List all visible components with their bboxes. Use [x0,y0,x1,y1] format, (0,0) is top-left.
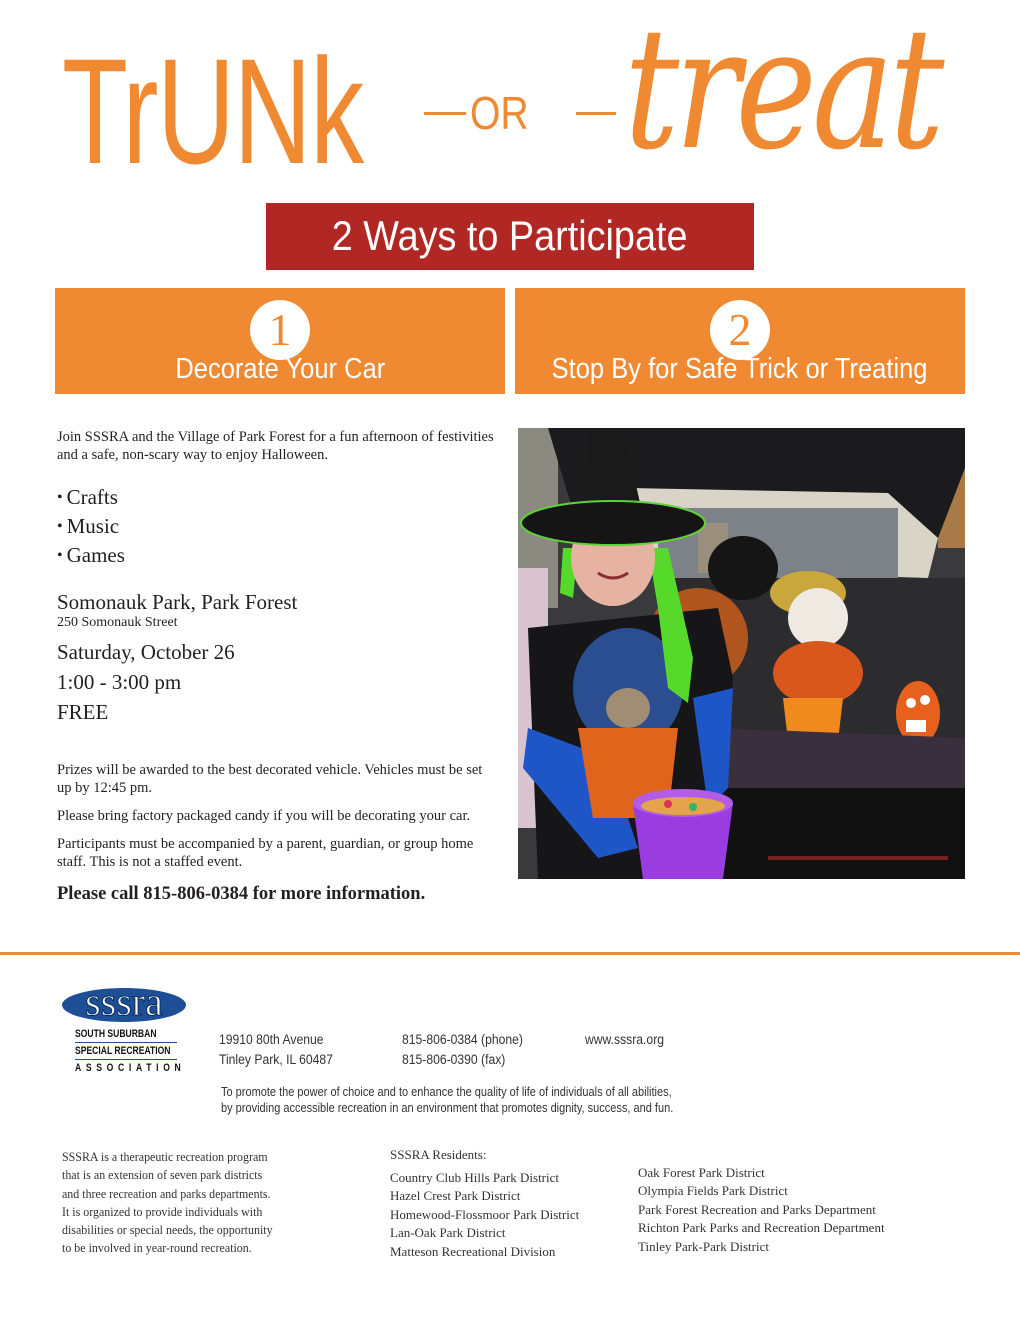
address-line-1: 19910 80th Avenue [219,1032,324,1047]
activity-item: • Crafts [57,484,497,513]
venue-street: 250 Somonauk Street [57,615,178,630]
contact-address [219,1030,346,1070]
intro-text: Join SSSRA and the Village of Park Forest for a fun afternoon of festivities and a safe, non-scary way to enjoy Halloween. [57,429,494,463]
step-label: Stop By for Safe Trick or Treating [552,353,928,385]
logo-line-3: ASSOCIATION [75,1062,186,1074]
contact-website [585,1030,673,1050]
title-or: OR [470,87,529,139]
about-line: disabilities or special needs, the opportunity [62,1222,273,1238]
about-sssra [62,1148,352,1258]
logo-divider [75,1042,177,1043]
residents-column-1 [390,1169,579,1261]
address-line-2: Tinley Park, IL 60487 [219,1052,333,1067]
residents-column-2 [638,1164,885,1256]
about-line: SSSRA is a therapeutic recreation program [62,1149,268,1164]
resident-district: Oak Forest Park District [638,1165,765,1180]
step-decorate-car [55,288,505,394]
activities-list [57,484,497,571]
about-line: and three recreation and parks departments. [62,1185,271,1201]
mission-line: by providing accessible recreation in an environment that promotes dignity, success, and fun. [221,1101,674,1115]
about-line: It is organized to provide individuals with [62,1203,263,1219]
mission-line: To promote the power of choice and to enhance the quality of life of individuals of all abilities, [221,1085,672,1099]
step-number-badge: 1 [250,300,310,360]
phone-number: 815-806-0384 (phone) [402,1032,523,1047]
fax-number: 815-806-0390 (fax) [402,1052,506,1067]
step-stop-by [515,288,965,394]
about-line: that is an extension of seven park districts [62,1167,263,1183]
resident-district: Matteson Recreational Division [390,1243,556,1259]
photo-illustration [518,428,965,879]
title-dash-right [576,112,616,115]
event-price: FREE [57,700,109,724]
title-trunk: TrUNk [62,27,363,195]
resident-district: Park Forest Recreation and Parks Department [638,1201,876,1217]
sssra-logo [62,979,188,1074]
activity-item: • Games [57,542,497,571]
note-prizes: Prizes will be awarded to the best decorated vehicle. Vehicles must be set up by 12:45 pm. [57,762,483,796]
sssra-residents [390,1146,885,1259]
title-treat: treat [624,0,940,187]
resident-district: Country Club Hills Park District [390,1170,559,1185]
residents-heading: SSSRA Residents: [390,1147,487,1162]
mission-statement [221,1084,781,1116]
step-number-badge: 2 [710,300,770,360]
logo-wordmark: sssra [85,979,163,1024]
venue-name: Somonauk Park, Park Forest [57,590,298,614]
resident-district: Hazel Crest Park District [390,1188,521,1204]
logo-divider [75,1059,177,1060]
event-notes [57,761,497,871]
title-dash-left [424,112,466,115]
resident-district: Tinley Park-Park District [638,1238,769,1254]
step-label: Decorate Your Car [175,353,385,385]
resident-district: Olympia Fields Park District [638,1183,788,1199]
resident-district: Richton Park Parks and Recreation Department [638,1220,885,1236]
resident-district: Homewood-Flossmoor Park District [390,1206,580,1222]
note-candy: Please bring factory packaged candy if you will be decorating your car. [57,808,471,824]
event-photo [518,428,965,879]
website-link[interactable]: www.sssra.org [585,1032,665,1047]
event-time: 1:00 - 3:00 pm [57,670,182,694]
logo-line-1: SOUTH SUBURBAN [75,1028,157,1040]
about-line: to be involved in year-round recreation. [62,1240,252,1256]
logo-line-2: SPECIAL RECREATION [75,1045,171,1057]
event-date: Saturday, October 26 [57,640,235,664]
note-supervision: Participants must be accompanied by a parent, guardian, or group home staff. This is not a staffed event. [57,836,474,870]
event-title [0,0,1020,200]
resident-district: Lan-Oak Park District [390,1225,506,1241]
contact-phone [402,1030,536,1070]
event-details [57,428,497,905]
footer-divider [0,952,1020,955]
info-callout: Please call 815-806-0384 for more information. [57,884,426,904]
participate-banner [266,203,754,270]
activity-item: • Music [57,513,497,542]
banner-text: 2 Ways to Participate [332,212,688,259]
